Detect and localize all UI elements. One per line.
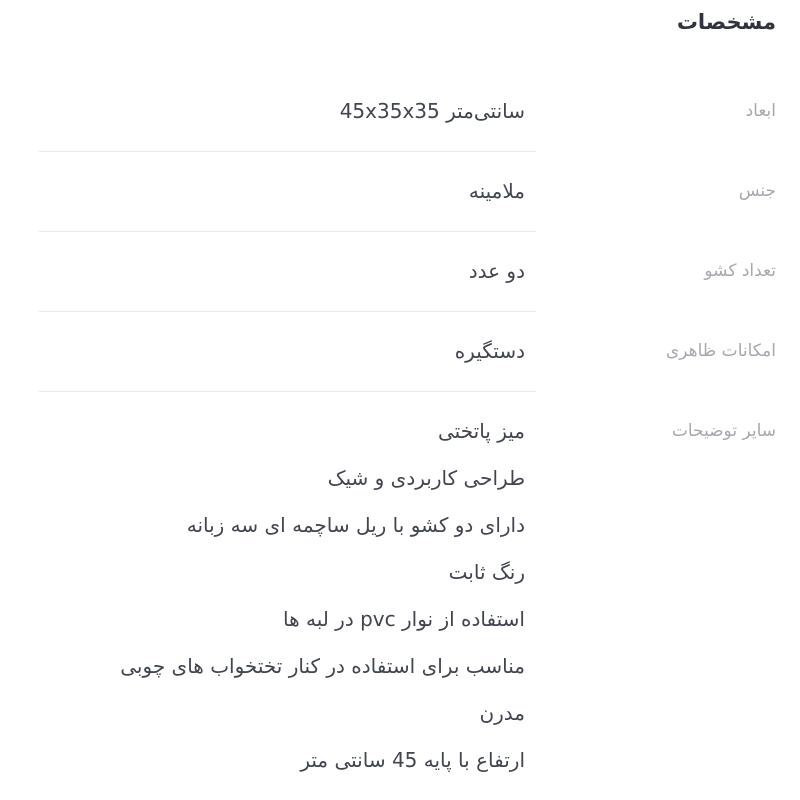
spec-value-line: دارای دو کشو با ریل ساچمه ای سه زبانه bbox=[186, 513, 525, 537]
spec-value-line: طراحی کاربردی و شیک bbox=[327, 466, 525, 490]
spec-value-line: مناسب برای استفاده در کنار تختخواب های چوبی bbox=[120, 654, 525, 678]
spec-value-line: مدرن bbox=[479, 701, 525, 725]
spec-value-line: ارتفاع با پایه 45 سانتی متر bbox=[300, 748, 525, 772]
spec-value-drawer-count bbox=[39, 232, 536, 312]
spec-value-dimensions bbox=[39, 72, 536, 152]
spec-value-line: ملامینه bbox=[468, 179, 525, 203]
spec-label-material: جنس bbox=[738, 181, 776, 201]
spec-value-line: دو عدد bbox=[468, 259, 525, 283]
spec-value-line: دستگیره bbox=[454, 339, 525, 363]
spec-row-material bbox=[39, 152, 776, 232]
spec-row-appearance-features bbox=[39, 312, 776, 392]
spec-label-other-details: سایر توضیحات bbox=[671, 421, 776, 441]
spec-value-line: رنگ ثابت bbox=[448, 560, 525, 584]
spec-row-dimensions bbox=[39, 72, 776, 152]
spec-row-drawer-count bbox=[39, 232, 776, 312]
spec-label-drawer-count: تعداد کشو bbox=[704, 261, 776, 281]
spec-label-appearance-features: امکانات ظاهری bbox=[665, 341, 776, 361]
spec-value-material bbox=[39, 152, 536, 232]
spec-value-appearance-features bbox=[39, 312, 536, 392]
section-title: مشخصات bbox=[676, 10, 776, 34]
spec-value-line: استفاده از نوار pvc در لبه ها bbox=[282, 607, 525, 631]
spec-value-line: میز پاتختی bbox=[438, 419, 525, 443]
spec-label-dimensions: ابعاد bbox=[745, 101, 776, 121]
spec-value-line: سانتی‌متر 45x35x35 bbox=[339, 99, 525, 123]
spec-value-other-details bbox=[39, 392, 536, 800]
spec-row-other-details bbox=[39, 392, 776, 800]
